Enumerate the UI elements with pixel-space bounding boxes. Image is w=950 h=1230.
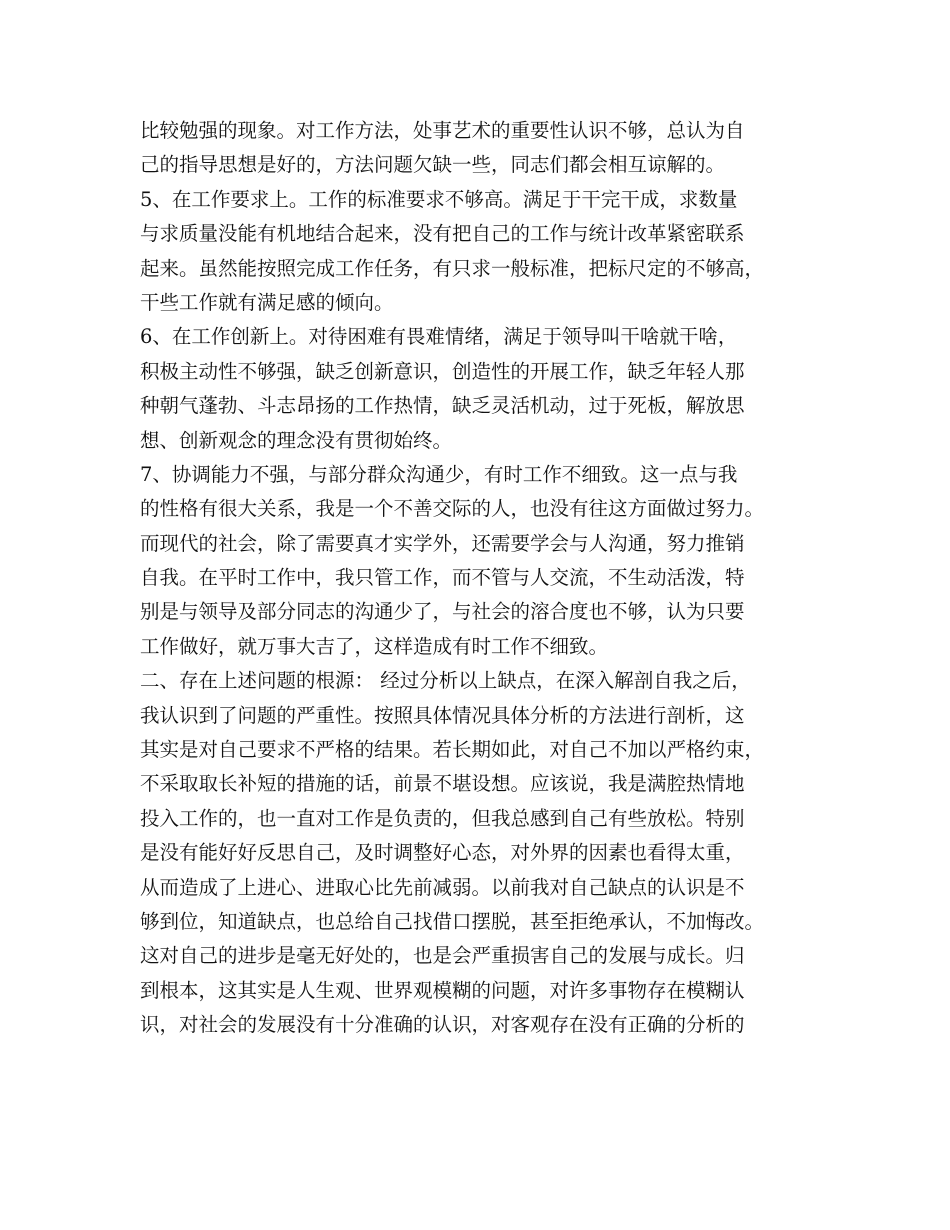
- text-line: 够到位，知道缺点，也总给自己找借口摆脱，甚至拒绝承认，不加悔改。: [140, 909, 765, 933]
- text-line: 这对自己的进步是毫无好处的，也是会严重损害自己的发展与成长。归: [140, 944, 745, 968]
- text-line: 识，对社会的发展没有十分准确的认识，对客观存在没有正确的分析的: [140, 1013, 745, 1037]
- text-line: 是没有能好好反思自己，及时调整好心态，对外界的因素也看得太重，: [140, 841, 745, 865]
- text-line: 比较勉强的现象。对工作方法，处事艺术的重要性认识不够，总认为自: [140, 119, 745, 142]
- text-line: 己的指导思想是好的，方法问题欠缺一些，同志们都会相互谅解的。: [140, 153, 726, 177]
- text-line: 的性格有很大关系，我是一个不善交际的人，也没有往这方面做过努力。: [140, 497, 765, 521]
- text-line: 其实是对自己要求不严格的结果。若长期如此，对自己不加以严格约束，: [140, 738, 765, 762]
- text-line: 种朝气蓬勃、斗志昂扬的工作热情，缺乏灵活机动，过于死板，解放思: [140, 394, 745, 418]
- text-line: 5、在工作要求上。工作的标准要求不够高。满足于干完干成，求数量: [140, 187, 738, 211]
- text-line: 我认识到了问题的严重性。按照具体情况具体分析的方法进行剖析，这: [140, 703, 745, 727]
- text-line: 从而造成了上进心、进取心比先前减弱。以前我对自己缺点的认识是不: [140, 875, 745, 899]
- text-line: 想、创新观念的理念没有贯彻始终。: [140, 428, 453, 452]
- text-line: 而现代的社会，除了需要真才实学外，还需要学会与人沟通，努力推销: [140, 531, 745, 555]
- text-line: 与求质量没能有机地结合起来，没有把自己的工作与统计改革紧密联系: [140, 222, 745, 246]
- text-line: 干些工作就有满足感的倾向。: [140, 290, 394, 314]
- text-line: 到根本，这其实是人生观、世界观模糊的问题，对许多事物存在模糊认: [140, 978, 745, 1002]
- text-line: 投入工作的，也一直对工作是负责的，但我总感到自己有些放松。特别: [140, 806, 745, 830]
- text-line: 别是与领导及部分同志的沟通少了，与社会的溶合度也不够，认为只要: [140, 600, 745, 624]
- text-line: 7、协调能力不强，与部分群众沟通少，有时工作不细致。这一点与我: [140, 462, 738, 486]
- text-line: 6、在工作创新上。对待困难有畏难情绪，满足于领导叫干啥就干啥，: [140, 325, 738, 349]
- text-line: 自我。在平时工作中，我只管工作，而不管与人交流，不生动活泼，特: [140, 566, 745, 590]
- text-line: 工作做好，就万事大吉了，这样造成有时工作不细致。: [140, 634, 609, 658]
- text-line: 不采取取长补短的措施的话，前景不堪设想。应该说，我是满腔热情地: [140, 772, 745, 796]
- text-line: 二、存在上述问题的根源： 经过分析以上缺点，在深入解剖自我之后，: [140, 669, 751, 693]
- text-line: 起来。虽然能按照完成工作任务，有只求一般标准，把标尺定的不够高，: [140, 256, 765, 280]
- text-line: 积极主动性不够强，缺乏创新意识，创造性的开展工作，缺乏年轻人那: [140, 359, 745, 383]
- document-body: [140, 114, 840, 1043]
